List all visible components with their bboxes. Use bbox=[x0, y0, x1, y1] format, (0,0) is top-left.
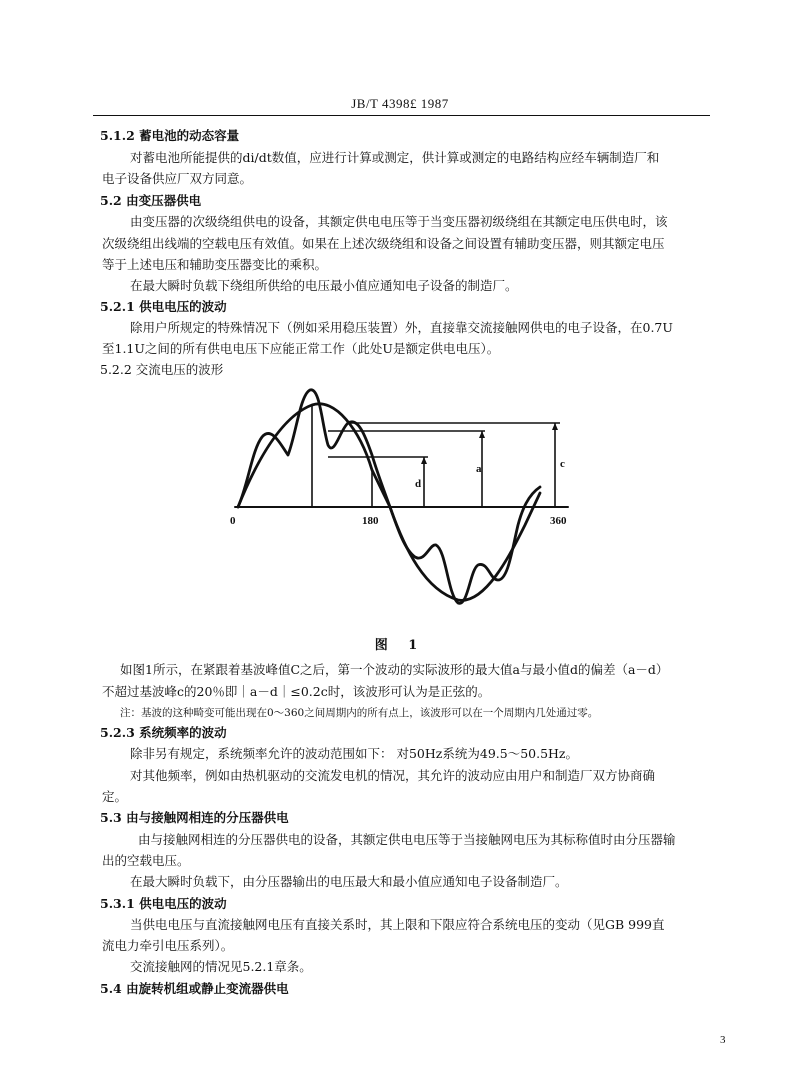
body-line: 除用户所规定的特殊情况下（例如采用稳压装置）外，直接靠交流接触网供电的电子设备，在0.7U bbox=[130, 320, 673, 335]
label-c: c bbox=[560, 458, 565, 470]
actual-wave bbox=[238, 390, 540, 603]
body-line: 当供电电压与直流接触网电压有直接关系时，其上限和下限应符合系统电压的变动（见GB 999直 bbox=[130, 917, 665, 932]
header-rule bbox=[93, 115, 710, 116]
body-line: 不超过基波峰c的20％即｜a－d｜≤0.2c时，该波形可认为是正弦的。 bbox=[102, 684, 491, 699]
label-d: d bbox=[415, 478, 422, 490]
body-line: 交流接触网的情况见5.2.1章条。 bbox=[130, 959, 312, 974]
section-heading: 5.2 由变压器供电 bbox=[100, 193, 202, 208]
body-line: 由与接触网相连的分压器供电的设备，其额定供电电压等于当接触网电压为其标称值时由分压器输 bbox=[138, 832, 676, 847]
section-heading: 5.1.2 蓄电池的动态容量 bbox=[100, 128, 240, 143]
label-a: a bbox=[476, 463, 482, 475]
section-heading: 5.4 由旋转机组或静止变流器供电 bbox=[100, 981, 289, 996]
section-heading: 5.2.1 供电电压的波动 bbox=[100, 299, 227, 314]
body-line: 除非另有规定，系统频率允许的波动范围如下： 对50Hz系统为49.5～50.5Hz。 bbox=[130, 746, 579, 761]
body-line: 电子设备供应厂双方同意。 bbox=[102, 171, 253, 186]
body-line: 出的空载电压。 bbox=[102, 853, 190, 868]
label-zero: 0 bbox=[230, 515, 236, 527]
section-heading: 5.3.1 供电电压的波动 bbox=[100, 896, 227, 911]
figure-caption: 图 1 bbox=[374, 638, 426, 653]
body-line: 5.2.2 交流电压的波形 bbox=[100, 362, 224, 377]
body-line: 至1.1U之间的所有供电电压下应能正常工作（此处U是额定供电电压）。 bbox=[102, 341, 500, 356]
page-number: 3 bbox=[720, 1034, 726, 1046]
body-line: 由变压器的次级绕组供电的设备，其额定供电电压等于当变压器初级绕组在其额定电压供电时，该 bbox=[130, 214, 668, 229]
body-line: 流电力牵引电压系列）。 bbox=[102, 938, 234, 953]
body-line: 对其他频率，例如由热机驱动的交流发电机的情况，其允许的波动应由用户和制造厂双方协商确 bbox=[130, 768, 656, 783]
body-line: 等于上述电压和辅助变压器变比的乘积。 bbox=[102, 257, 328, 272]
label-360: 360 bbox=[550, 515, 567, 527]
section-heading: 5.3 由与接触网相连的分压器供电 bbox=[100, 810, 289, 825]
body-line: 对蓄电池所能提供的di/dt数值，应进行计算或测定，供计算或测定的电路结构应经车辆制造厂和 bbox=[130, 150, 660, 165]
figure-1-waveform bbox=[200, 375, 610, 620]
section-heading: 5.2.3 系统频率的波动 bbox=[100, 725, 227, 740]
body-line: 在最大瞬时负载下绕组所供给的电压最小值应通知电子设备的制造厂。 bbox=[130, 278, 518, 293]
label-180: 180 bbox=[362, 515, 379, 527]
body-line: 次级绕组出线端的空载电压有效值。如果在上述次级绕组和设备之间设置有辅助变压器，则其额定电压 bbox=[102, 236, 665, 251]
body-line: 注：基波的这种畸变可能出现在0～360之间周期内的所有点上，该波形可以在一个周期内几处通过零。 bbox=[120, 707, 599, 719]
body-line: 定。 bbox=[102, 789, 128, 804]
body-line: 如图1所示，在紧跟着基波峰值C之后，第一个波动的实际波形的最大值a与最小值d的偏差（a－d） bbox=[120, 662, 669, 677]
page-header: JB/T 4398£ 1987 bbox=[351, 96, 449, 111]
body-line: 在最大瞬时负载下，由分压器输出的电压最大和最小值应通知电子设备制造厂。 bbox=[130, 874, 568, 889]
